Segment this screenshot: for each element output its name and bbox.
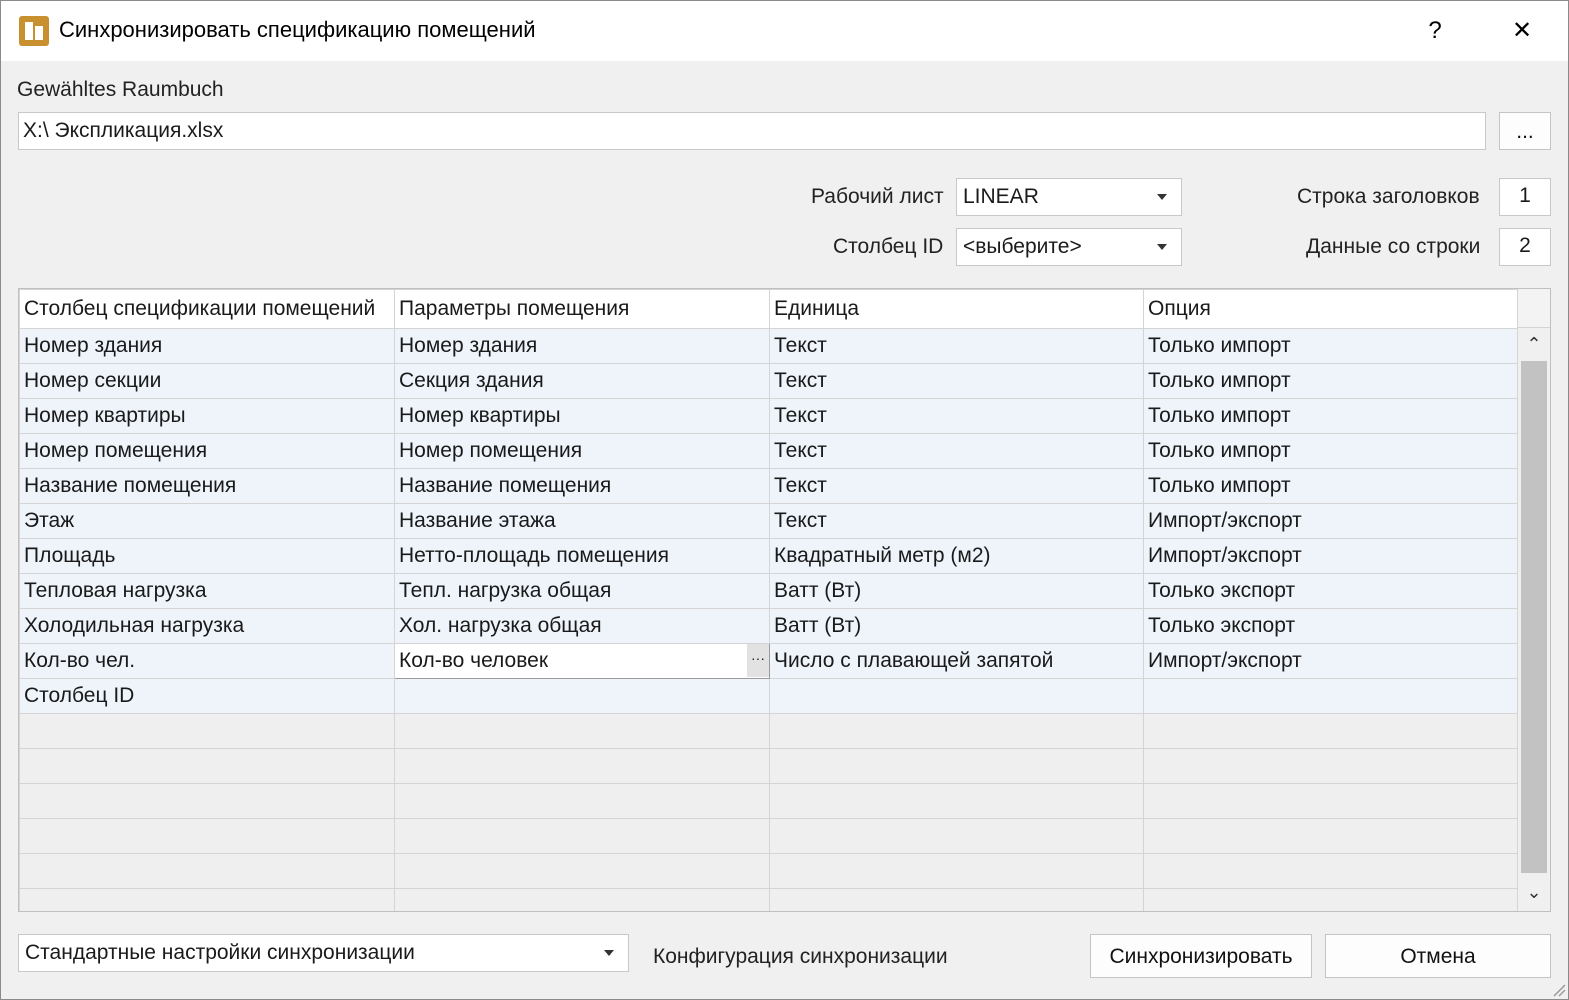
table-row[interactable] (20, 504, 1518, 539)
table-cell[interactable]: Текст (770, 434, 1144, 469)
scrollbar-thumb[interactable] (1521, 361, 1547, 873)
table-cell[interactable]: Только импорт (1144, 329, 1518, 364)
table-cell[interactable]: Квадратный метр (м2) (770, 539, 1144, 574)
table-cell[interactable]: Число с плавающей запятой (770, 644, 1144, 679)
table-cell[interactable]: Кол-во чел. (20, 644, 395, 679)
dropdown-arrow-icon (1157, 194, 1167, 200)
table-cell[interactable]: Импорт/экспорт (1144, 644, 1518, 679)
column-header[interactable]: Параметры помещения (395, 290, 770, 329)
empty-row (20, 714, 1518, 749)
table-row[interactable] (20, 539, 1518, 574)
table-cell[interactable]: Секция здания (395, 364, 770, 399)
empty-row (20, 819, 1518, 854)
table-cell[interactable] (1144, 679, 1518, 714)
table-cell[interactable]: Текст (770, 504, 1144, 539)
mapping-grid (18, 288, 1551, 912)
column-header[interactable]: Единица (770, 290, 1144, 329)
id-column-value: <выберите> (963, 235, 1082, 258)
vertical-scrollbar[interactable] (1518, 289, 1550, 911)
table-row[interactable] (20, 679, 1518, 714)
scrollbar-header (1518, 289, 1550, 328)
sync-config-label: Конфигурация синхронизации (653, 945, 948, 968)
table-cell[interactable]: Столбец ID (20, 679, 395, 714)
header-row (20, 290, 1518, 329)
selected-file-label: Gewähltes Raumbuch (17, 78, 224, 101)
table-cell[interactable]: Импорт/экспорт (1144, 539, 1518, 574)
data-row-label: Данные со строки (1306, 235, 1481, 258)
dropdown-arrow-icon (1157, 244, 1167, 250)
empty-row (20, 749, 1518, 784)
table-cell[interactable]: Только импорт (1144, 399, 1518, 434)
table-row[interactable] (20, 364, 1518, 399)
table-cell[interactable]: Номер квартиры (395, 399, 770, 434)
table-row[interactable] (20, 434, 1518, 469)
sheet-select[interactable] (956, 178, 1182, 216)
header-row-label: Строка заголовков (1297, 185, 1480, 208)
table-cell[interactable]: Импорт/экспорт (1144, 504, 1518, 539)
table-cell[interactable]: Текст (770, 329, 1144, 364)
table-cell[interactable]: Номер помещения (395, 434, 770, 469)
empty-row (20, 784, 1518, 819)
table-cell[interactable]: Этаж (20, 504, 395, 539)
scroll-up-icon[interactable]: ⌃ (1526, 334, 1542, 354)
table-cell[interactable]: Тепловая нагрузка (20, 574, 395, 609)
table-row[interactable] (20, 644, 1518, 679)
editing-cell[interactable] (395, 644, 770, 679)
scroll-down-icon[interactable]: ⌄ (1526, 882, 1542, 902)
table-cell[interactable]: Название помещения (20, 469, 395, 504)
app-icon (19, 16, 49, 46)
file-path-input[interactable] (19, 113, 1485, 149)
table-cell[interactable]: Номер секции (20, 364, 395, 399)
sheet-value: LINEAR (963, 185, 1039, 208)
table-cell[interactable]: Холодильная нагрузка (20, 609, 395, 644)
table-row[interactable] (20, 469, 1518, 504)
sync-config-select[interactable] (18, 934, 629, 972)
window-title: Синхронизировать спецификацию помещений (59, 17, 536, 42)
id-column-select[interactable] (956, 228, 1182, 266)
table-cell[interactable]: Только импорт (1144, 469, 1518, 504)
title-bar (1, 1, 1568, 61)
table-cell[interactable]: Текст (770, 364, 1144, 399)
table-cell[interactable]: Ватт (Вт) (770, 574, 1144, 609)
table-cell[interactable]: Хол. нагрузка общая (395, 609, 770, 644)
browse-button[interactable]: ... (1499, 112, 1551, 150)
table-row[interactable] (20, 399, 1518, 434)
sheet-label: Рабочий лист (811, 185, 944, 208)
sync-button[interactable]: Синхронизировать (1090, 934, 1312, 978)
table-cell[interactable]: Нетто-площадь помещения (395, 539, 770, 574)
editing-cell-value[interactable]: Кол-во человек (399, 649, 549, 672)
ellipsis-button[interactable]: ··· (747, 644, 769, 677)
empty-row (20, 854, 1518, 889)
table-row[interactable] (20, 609, 1518, 644)
table-cell[interactable] (770, 679, 1144, 714)
table-row[interactable] (20, 329, 1518, 364)
table-cell[interactable]: Номер квартиры (20, 399, 395, 434)
cancel-button[interactable]: Отмена (1325, 934, 1551, 978)
table-cell[interactable]: Номер помещения (20, 434, 395, 469)
data-row-input[interactable]: 2 (1499, 228, 1551, 266)
table-cell[interactable]: Номер здания (395, 329, 770, 364)
table-cell[interactable] (395, 679, 770, 714)
help-button[interactable]: ? (1428, 17, 1442, 44)
table-cell[interactable]: Номер здания (20, 329, 395, 364)
table-cell[interactable]: Только импорт (1144, 434, 1518, 469)
header-row-input[interactable]: 1 (1499, 178, 1551, 216)
table-cell[interactable]: Тепл. нагрузка общая (395, 574, 770, 609)
table-cell[interactable]: Площадь (20, 539, 395, 574)
id-column-label: Столбец ID (833, 235, 944, 258)
table-cell[interactable]: Ватт (Вт) (770, 609, 1144, 644)
table-cell[interactable]: Текст (770, 399, 1144, 434)
table-cell[interactable]: Только экспорт (1144, 574, 1518, 609)
sync-config-value: Стандартные настройки синхронизации (25, 941, 415, 964)
table-cell[interactable]: Только импорт (1144, 364, 1518, 399)
column-header[interactable]: Столбец спецификации помещений (20, 290, 395, 329)
resize-grip-icon[interactable] (1550, 981, 1566, 997)
empty-row (20, 889, 1518, 913)
table-cell[interactable]: Название помещения (395, 469, 770, 504)
dropdown-arrow-icon (604, 950, 614, 956)
file-path-field[interactable] (18, 112, 1486, 150)
close-button[interactable]: ✕ (1511, 17, 1533, 44)
table-row[interactable] (20, 574, 1518, 609)
mapping-table (19, 289, 1518, 912)
table-cell[interactable]: Текст (770, 469, 1144, 504)
table-cell[interactable]: Только экспорт (1144, 609, 1518, 644)
column-header[interactable]: Опция (1144, 290, 1518, 329)
table-cell[interactable]: Название этажа (395, 504, 770, 539)
